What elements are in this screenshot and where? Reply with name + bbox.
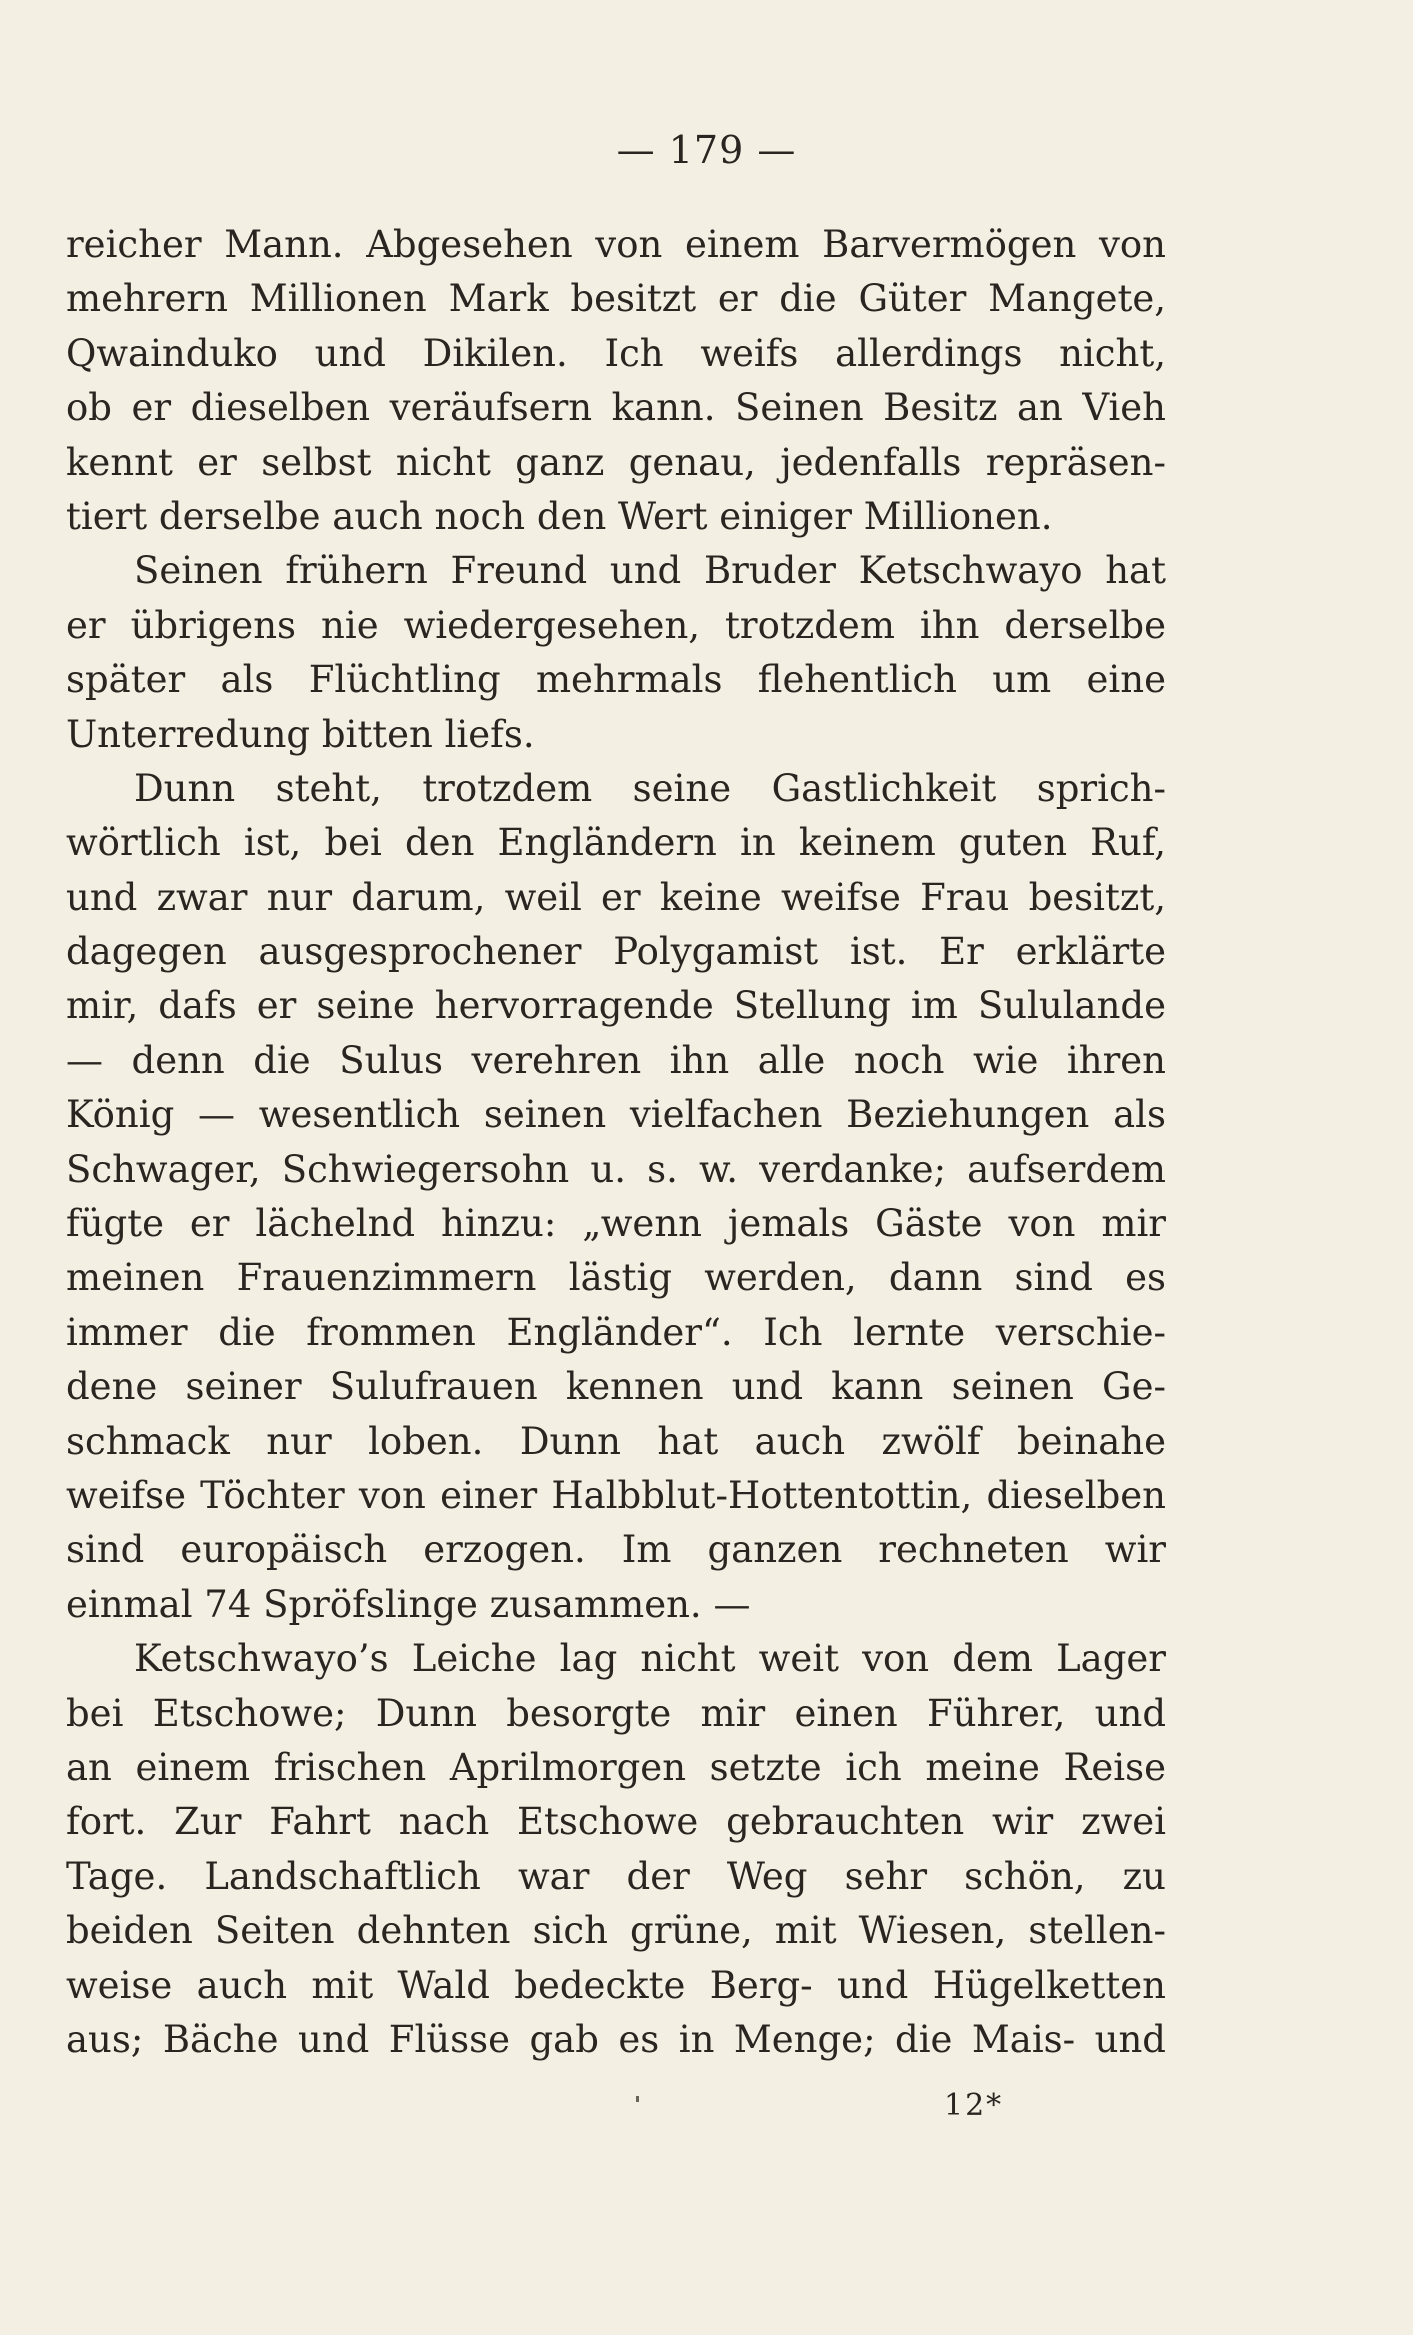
text-line: Unterredung bitten liefs. [66, 712, 535, 756]
text-line: weifse Töchter von einer Halbblut-Hottentottin, dieselben [66, 1473, 1166, 1517]
text-line: bei Etschowe; Dunn besorgte mir einen Führer, und [66, 1691, 1166, 1735]
paragraph-start: Ketschwayo’s Leiche lag nicht weit von dem Lager [134, 1637, 1166, 1681]
print-speck [636, 2096, 639, 2102]
text-line: mir, dafs er seine hervorragende Stellung im Sululande [66, 984, 1166, 1028]
text-line: er übrigens nie wiedergesehen, trotzdem ihn derselbe [66, 603, 1166, 647]
text-line: dene seiner Sulufrauen kennen und kann seinen Ge- [66, 1365, 1166, 1409]
text-line: weise auch mit Wald bedeckte Berg- und Hügelketten [66, 1963, 1166, 2007]
text-line: — denn die Sulus verehren ihn alle noch wie ihren [66, 1038, 1166, 1082]
text-line: Tage. Landschaftlich war der Weg sehr schön, zu [66, 1854, 1166, 1898]
text-line: Qwainduko und Dikilen. Ich weifs allerdings nicht, [66, 331, 1166, 375]
text-line: sind europäisch erzogen. Im ganzen rechneten wir [66, 1528, 1166, 1572]
text-line: und zwar nur darum, weil er keine weifse Frau besitzt, [66, 875, 1166, 919]
paragraph-start: Dunn steht, trotzdem seine Gastlichkeit sprich- [134, 766, 1166, 810]
text-line: reicher Mann. Abgesehen von einem Barvermögen von [66, 223, 1166, 266]
text-line: einmal 74 Spröfslinge zusammen. — [66, 1582, 751, 1626]
text-line: immer die frommen Engländer“. Ich lernte verschie- [66, 1310, 1166, 1354]
text-line: aus; Bäche und Flüsse gab es in Menge; die Mais- und [66, 2017, 1166, 2061]
text-line: schmack nur loben. Dunn hat auch zwölf beinahe [66, 1419, 1166, 1463]
body-text [66, 218, 1166, 2067]
text-line: kennt er selbst nicht ganz genau, jedenfalls repräsen- [66, 440, 1166, 484]
text-line: Schwager, Schwiegersohn u. s. w. verdanke; aufserdem [66, 1147, 1166, 1191]
paragraph-start: Seinen frühern Freund und Bruder Ketschwayo hat [134, 549, 1166, 593]
text-line: meinen Frauenzimmern lästig werden, dann sind es [66, 1256, 1166, 1300]
text-line: mehrern Millionen Mark besitzt er die Güter Mangete, [66, 277, 1166, 321]
text-line: dagegen ausgesprochener Polygamist ist. Er erklärte [66, 930, 1166, 974]
text-line: später als Flüchtling mehrmals flehentlich um eine [66, 658, 1166, 702]
text-line: fügte er lächelnd hinzu: „wenn jemals Gäste von mir [66, 1202, 1166, 1246]
text-line: tiert derselbe auch noch den Wert einiger Millionen. [66, 494, 1053, 538]
text-line: beiden Seiten dehnten sich grüne, mit Wiesen, stellen- [66, 1909, 1166, 1953]
text-line: ob er dieselben veräufsern kann. Seinen Besitz an Vieh [66, 386, 1166, 430]
text-line: wörtlich ist, bei den Engländern in keinem guten Ruf, [66, 821, 1166, 865]
text-line: fort. Zur Fahrt nach Etschowe gebrauchten wir zwei [66, 1800, 1166, 1844]
text-line: König — wesentlich seinen vielfachen Beziehungen als [66, 1093, 1166, 1137]
text-line: an einem frischen Aprilmorgen setzte ich meine Reise [66, 1745, 1166, 1789]
signature-mark: 12* [944, 2088, 1004, 2123]
page-number: — 179 — [616, 128, 797, 172]
